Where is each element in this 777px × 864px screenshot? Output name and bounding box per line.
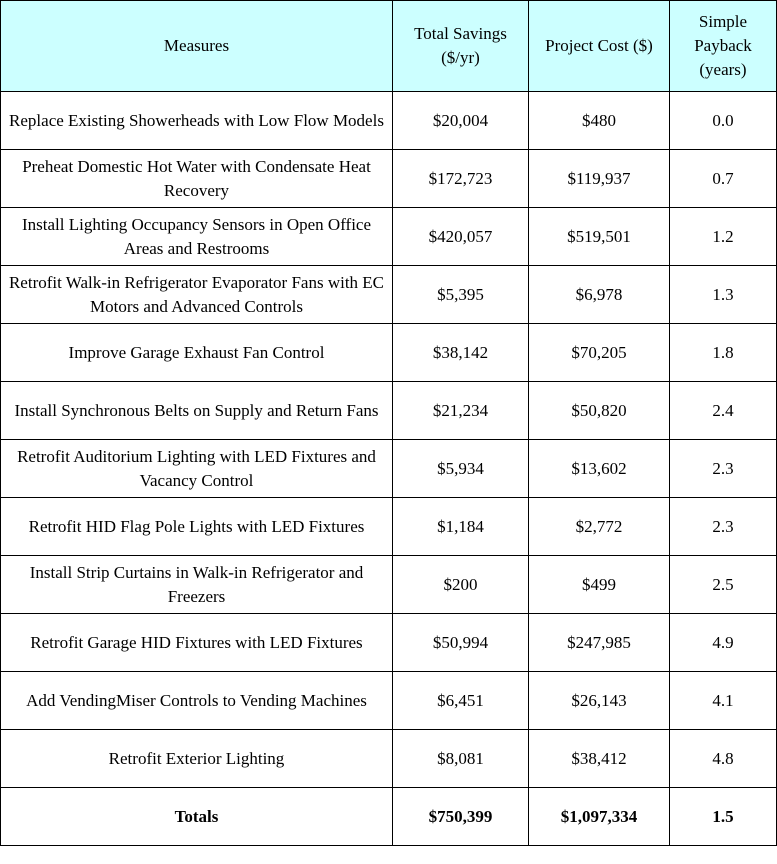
payback-cell: 1.2 <box>670 208 777 266</box>
payback-cell: 2.5 <box>670 556 777 614</box>
savings-cell: $21,234 <box>393 382 529 440</box>
table-row <box>1 266 777 324</box>
cost-cell: $26,143 <box>529 672 670 730</box>
savings-cell: $5,934 <box>393 440 529 498</box>
cost-cell: $6,978 <box>529 266 670 324</box>
cost-cell: $119,937 <box>529 150 670 208</box>
table-row <box>1 614 777 672</box>
measure-cell: Retrofit Walk-in Refrigerator Evaporator Fans with EC Motors and Advanced Controls <box>1 266 393 324</box>
table-row <box>1 730 777 788</box>
measure-cell: Improve Garage Exhaust Fan Control <box>1 324 393 382</box>
savings-cell: $20,004 <box>393 92 529 150</box>
header-project-cost: Project Cost ($) <box>529 1 670 92</box>
cost-cell: $2,772 <box>529 498 670 556</box>
cost-cell: $247,985 <box>529 614 670 672</box>
measure-cell: Install Synchronous Belts on Supply and Return Fans <box>1 382 393 440</box>
savings-cell: $1,184 <box>393 498 529 556</box>
cost-cell: $50,820 <box>529 382 670 440</box>
savings-cell: $5,395 <box>393 266 529 324</box>
measure-cell: Retrofit HID Flag Pole Lights with LED Fixtures <box>1 498 393 556</box>
payback-cell: 0.7 <box>670 150 777 208</box>
savings-cell: $50,994 <box>393 614 529 672</box>
measure-cell: Install Lighting Occupancy Sensors in Open Office Areas and Restrooms <box>1 208 393 266</box>
cost-cell: $70,205 <box>529 324 670 382</box>
header-measures: Measures <box>1 1 393 92</box>
header-simple-payback: Simple Payback (years) <box>670 1 777 92</box>
payback-cell: 4.8 <box>670 730 777 788</box>
cost-cell: $480 <box>529 92 670 150</box>
table-row <box>1 672 777 730</box>
totals-label: Totals <box>1 788 393 846</box>
payback-cell: 2.4 <box>670 382 777 440</box>
table-row <box>1 208 777 266</box>
cost-cell: $38,412 <box>529 730 670 788</box>
payback-cell: 2.3 <box>670 440 777 498</box>
table-row <box>1 440 777 498</box>
measure-cell: Retrofit Exterior Lighting <box>1 730 393 788</box>
savings-cell: $6,451 <box>393 672 529 730</box>
table-row <box>1 324 777 382</box>
savings-cell: $172,723 <box>393 150 529 208</box>
header-total-savings: Total Savings ($/yr) <box>393 1 529 92</box>
totals-cost: $1,097,334 <box>529 788 670 846</box>
table-row <box>1 556 777 614</box>
measure-cell: Replace Existing Showerheads with Low Flow Models <box>1 92 393 150</box>
payback-cell: 4.1 <box>670 672 777 730</box>
payback-cell: 1.3 <box>670 266 777 324</box>
table-row <box>1 92 777 150</box>
totals-row <box>1 788 777 846</box>
savings-cell: $200 <box>393 556 529 614</box>
measure-cell: Preheat Domestic Hot Water with Condensate Heat Recovery <box>1 150 393 208</box>
payback-cell: 0.0 <box>670 92 777 150</box>
savings-cell: $38,142 <box>393 324 529 382</box>
payback-cell: 1.8 <box>670 324 777 382</box>
savings-cell: $8,081 <box>393 730 529 788</box>
totals-payback: 1.5 <box>670 788 777 846</box>
table-row <box>1 382 777 440</box>
header-row <box>1 1 777 92</box>
payback-cell: 4.9 <box>670 614 777 672</box>
table-row <box>1 150 777 208</box>
cost-cell: $13,602 <box>529 440 670 498</box>
measure-cell: Retrofit Auditorium Lighting with LED Fixtures and Vacancy Control <box>1 440 393 498</box>
measure-cell: Add VendingMiser Controls to Vending Machines <box>1 672 393 730</box>
measure-cell: Retrofit Garage HID Fixtures with LED Fixtures <box>1 614 393 672</box>
payback-cell: 2.3 <box>670 498 777 556</box>
savings-cell: $420,057 <box>393 208 529 266</box>
measure-cell: Install Strip Curtains in Walk-in Refrigerator and Freezers <box>1 556 393 614</box>
table-row <box>1 498 777 556</box>
totals-savings: $750,399 <box>393 788 529 846</box>
cost-cell: $499 <box>529 556 670 614</box>
cost-cell: $519,501 <box>529 208 670 266</box>
